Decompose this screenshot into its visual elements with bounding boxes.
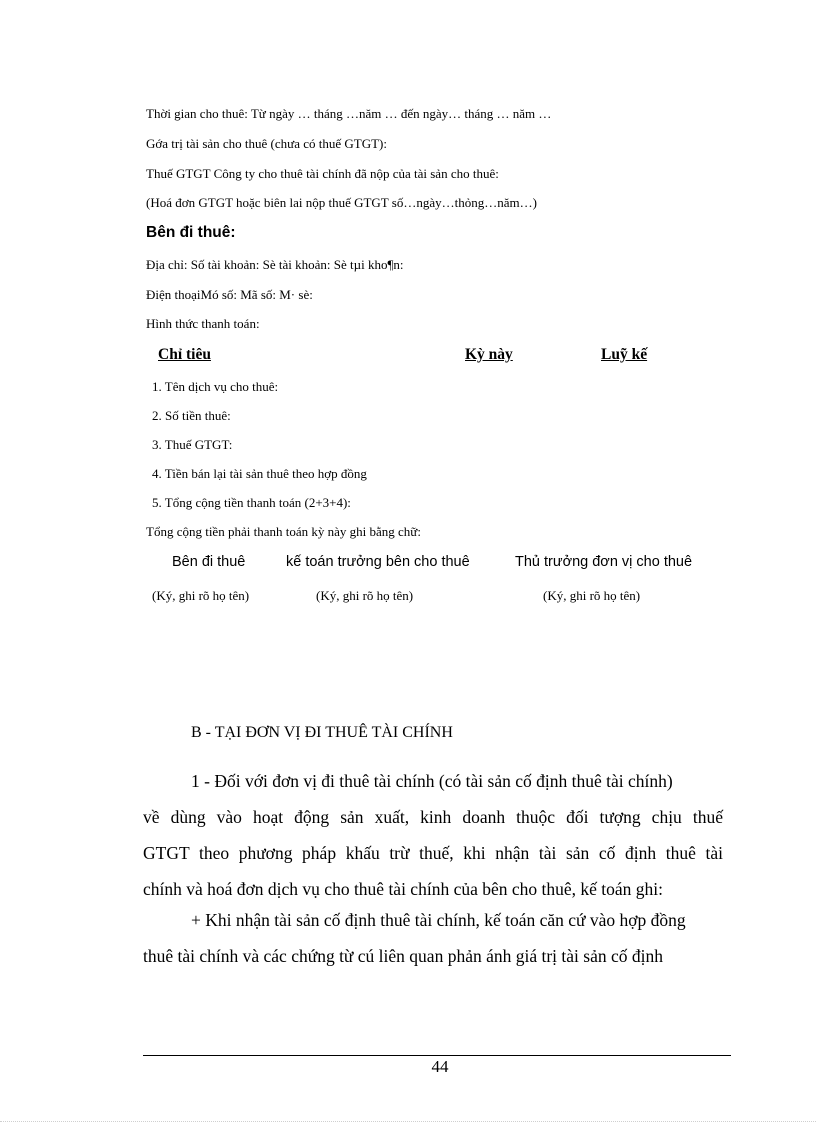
page-number: 44	[431, 1057, 449, 1076]
paragraph-line: 1 - Đối với đơn vị đi thuê tài chính (có tài sản cố định thuê tài chính)	[191, 771, 673, 791]
signature-title-director: Thủ trưởng đơn vị cho thuê	[515, 554, 693, 570]
list-item: 3. Thuế GTGT:	[152, 437, 233, 452]
paragraph-line: + Khi nhận tài sản cố định thuê tài chính, kế toán căn cứ vào hợp đồng	[191, 910, 686, 930]
list-item: 2. Số tiền thuê:	[152, 408, 231, 423]
signature-note: (Ký, ghi rõ họ tên)	[543, 588, 641, 603]
lease-period-line: Thời gian cho thuê: Từ ngày … tháng …năm … đến ngày… tháng … năm …	[146, 106, 552, 121]
invoice-reference-line: (Hoá đơn GTGT hoặc biên lai nộp thuế GTGT số…ngày…thỏng…năm…)	[146, 195, 537, 210]
lessee-heading: Bên đi thuê:	[146, 224, 236, 241]
lessee-phone-line: Điện thoạiMó số: Mã số: M· sè:	[146, 287, 313, 302]
paragraph-line: về dùng vào hoạt động sản xuất, kinh doanh thuộc đối tượng chịu thuế	[143, 807, 723, 827]
section-b-heading: B - TẠI ĐƠN VỊ ĐI THUÊ TÀI CHÍNH	[191, 724, 453, 741]
list-item: 4. Tiền bán lại tài sản thuê theo hợp đồng	[152, 466, 367, 481]
vat-paid-line: Thuế GTGT Công ty cho thuê tài chính đã nộp của tài sản cho thuê:	[146, 166, 499, 181]
table-header-current-period: Kỳ này	[465, 346, 513, 363]
total-in-words-line: Tổng cộng tiền phải thanh toán kỳ này ghi bằng chữ:	[146, 524, 421, 539]
table-header-indicator: Chỉ tiêu	[158, 346, 211, 363]
paragraph-line: chính và hoá đơn dịch vụ cho thuê tài chính của bên cho thuê, kế toán ghi:	[143, 879, 664, 899]
paragraph-line: thuê tài chính và các chứng từ cú liên quan phản ánh giá trị tài sản cố định	[143, 946, 663, 966]
list-item: 5. Tổng cộng tiền thanh toán (2+3+4):	[152, 495, 351, 510]
signature-note: (Ký, ghi rõ họ tên)	[152, 588, 250, 603]
table-header-cumulative: Luỹ kế	[601, 346, 648, 363]
signature-title-chief-accountant: kế toán trưởng bên cho thuê	[286, 554, 470, 570]
signature-title-lessee: Bên đi thuê	[172, 554, 246, 570]
paragraph-line: GTGT theo phương pháp khấu trừ thuế, khi nhận tài sản cố định thuê tài	[143, 843, 723, 863]
signature-note: (Ký, ghi rõ họ tên)	[316, 588, 414, 603]
page-edge-dotted	[0, 1121, 816, 1122]
footer-rule	[143, 1055, 731, 1056]
asset-value-line: Gớa trị tài sản cho thuê (chưa có thuế GTGT):	[146, 136, 387, 151]
payment-method-line: Hình thức thanh toán:	[146, 316, 260, 331]
list-item: 1. Tên dịch vụ cho thuê:	[152, 379, 279, 394]
lessee-address-line: Địa chỉ: Số tài khoản: Sè tài khoản: Sè tµi kho¶n:	[146, 257, 404, 272]
